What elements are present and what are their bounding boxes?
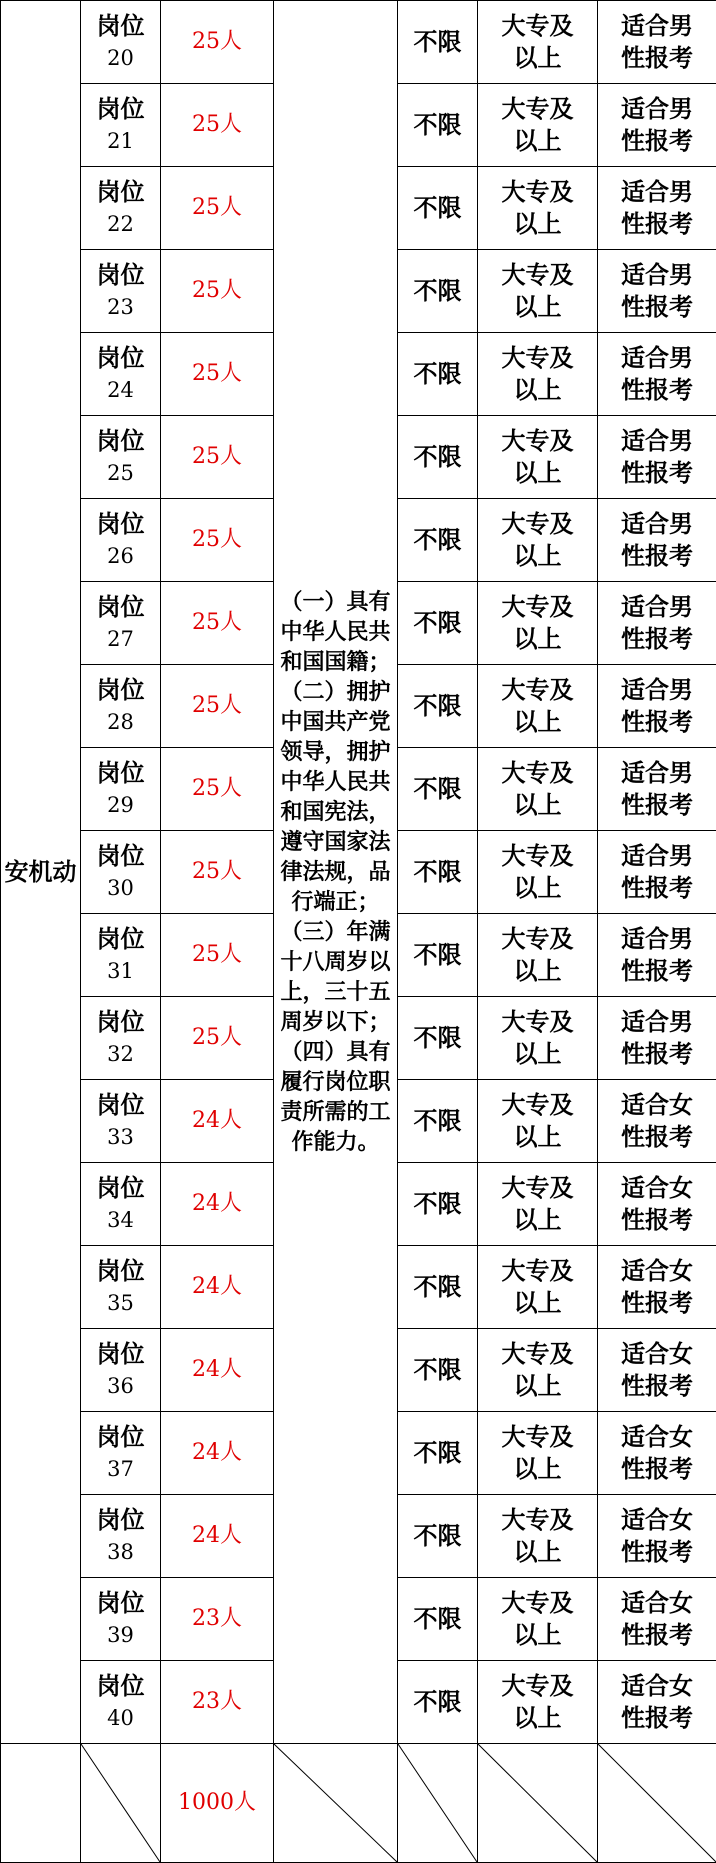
- education-line: 大专及: [478, 1421, 597, 1453]
- education-line: 大专及: [478, 674, 597, 706]
- note-line: 性报考: [598, 623, 716, 655]
- headcount-cell: 25人: [161, 914, 274, 997]
- diagonal-slash-icon: [81, 1744, 160, 1862]
- position-cell: [81, 582, 161, 665]
- education-line: 大专及: [478, 1089, 597, 1121]
- position-number: 20: [81, 42, 160, 74]
- education-cell: [478, 914, 598, 997]
- education-line: 以上: [478, 1370, 597, 1402]
- education-line: 大专及: [478, 259, 597, 291]
- education-line: 大专及: [478, 757, 597, 789]
- position-cell: [81, 1329, 161, 1412]
- position-number: 34: [81, 1204, 160, 1236]
- note-line: 性报考: [598, 1536, 716, 1568]
- table-row: [1, 1, 716, 84]
- education-line: 大专及: [478, 1338, 597, 1370]
- position-label: 岗位: [81, 508, 160, 540]
- note-line: 适合男: [598, 674, 716, 706]
- diagonal-cell: [81, 1744, 161, 1863]
- position-cell: [81, 1163, 161, 1246]
- position-number: 37: [81, 1453, 160, 1485]
- diagonal-slash-icon: [274, 1744, 397, 1862]
- education-line: 以上: [478, 42, 597, 74]
- education-line: 以上: [478, 955, 597, 987]
- position-label: 岗位: [81, 923, 160, 955]
- total-row: [1, 1744, 716, 1863]
- headcount-cell: 25人: [161, 167, 274, 250]
- education-cell: [478, 1163, 598, 1246]
- position-cell: [81, 167, 161, 250]
- limit-cell: 不限: [398, 665, 478, 748]
- position-label: 岗位: [81, 1338, 160, 1370]
- education-line: 大专及: [478, 93, 597, 125]
- headcount-cell: 23人: [161, 1578, 274, 1661]
- headcount-cell: 25人: [161, 1, 274, 84]
- education-cell: [478, 1329, 598, 1412]
- note-cell: [598, 1578, 716, 1661]
- note-cell: [598, 831, 716, 914]
- note-cell: [598, 665, 716, 748]
- position-label: 岗位: [81, 1006, 160, 1038]
- education-line: 大专及: [478, 923, 597, 955]
- position-label: 岗位: [81, 840, 160, 872]
- position-number: 33: [81, 1121, 160, 1153]
- note-cell: [598, 167, 716, 250]
- note-line: 适合女: [598, 1255, 716, 1287]
- total-unit-cell: [1, 1744, 81, 1863]
- note-line: 性报考: [598, 42, 716, 74]
- position-label: 岗位: [81, 1089, 160, 1121]
- position-number: 24: [81, 374, 160, 406]
- note-line: 适合男: [598, 591, 716, 623]
- note-line: 性报考: [598, 706, 716, 738]
- education-line: 以上: [478, 125, 597, 157]
- position-label: 岗位: [81, 591, 160, 623]
- diagonal-slash-icon: [478, 1744, 597, 1862]
- note-line: 适合男: [598, 840, 716, 872]
- headcount-cell: 24人: [161, 1412, 274, 1495]
- note-cell: [598, 84, 716, 167]
- headcount-cell: 25人: [161, 997, 274, 1080]
- note-cell: [598, 914, 716, 997]
- limit-cell: 不限: [398, 333, 478, 416]
- position-label: 岗位: [81, 757, 160, 789]
- education-line: 以上: [478, 457, 597, 489]
- position-number: 39: [81, 1619, 160, 1651]
- diagonal-cell: [478, 1744, 598, 1863]
- education-line: 大专及: [478, 10, 597, 42]
- position-cell: [81, 1412, 161, 1495]
- position-cell: [81, 1578, 161, 1661]
- education-cell: [478, 250, 598, 333]
- education-cell: [478, 1578, 598, 1661]
- position-number: 22: [81, 208, 160, 240]
- position-cell: [81, 831, 161, 914]
- position-number: 21: [81, 125, 160, 157]
- education-cell: [478, 167, 598, 250]
- limit-cell: 不限: [398, 499, 478, 582]
- position-label: 岗位: [81, 1172, 160, 1204]
- note-line: 性报考: [598, 1370, 716, 1402]
- education-cell: [478, 416, 598, 499]
- education-line: 大专及: [478, 425, 597, 457]
- note-line: 适合男: [598, 1006, 716, 1038]
- education-line: 以上: [478, 1619, 597, 1651]
- note-line: 性报考: [598, 1702, 716, 1734]
- note-line: 性报考: [598, 208, 716, 240]
- position-label: 岗位: [81, 425, 160, 457]
- education-cell: [478, 1, 598, 84]
- limit-cell: 不限: [398, 831, 478, 914]
- headcount-cell: 24人: [161, 1329, 274, 1412]
- note-line: 性报考: [598, 125, 716, 157]
- limit-cell: 不限: [398, 1661, 478, 1744]
- education-line: 以上: [478, 706, 597, 738]
- diagonal-slash-icon: [398, 1744, 477, 1862]
- education-cell: [478, 1495, 598, 1578]
- education-cell: [478, 1246, 598, 1329]
- headcount-cell: 24人: [161, 1246, 274, 1329]
- limit-cell: 不限: [398, 914, 478, 997]
- headcount-cell: 25人: [161, 416, 274, 499]
- limit-cell: 不限: [398, 1080, 478, 1163]
- position-number: 28: [81, 706, 160, 738]
- limit-cell: 不限: [398, 582, 478, 665]
- limit-cell: 不限: [398, 1329, 478, 1412]
- education-cell: [478, 665, 598, 748]
- position-cell: [81, 665, 161, 748]
- education-cell: [478, 499, 598, 582]
- note-line: 适合女: [598, 1338, 716, 1370]
- note-line: 性报考: [598, 1121, 716, 1153]
- education-line: 大专及: [478, 1587, 597, 1619]
- note-line: 性报考: [598, 1287, 716, 1319]
- education-line: 大专及: [478, 1255, 597, 1287]
- education-line: 大专及: [478, 1670, 597, 1702]
- total-count-cell: 1000人: [161, 1744, 274, 1863]
- position-number: 31: [81, 955, 160, 987]
- education-line: 以上: [478, 1702, 597, 1734]
- headcount-cell: 25人: [161, 499, 274, 582]
- note-line: 性报考: [598, 291, 716, 323]
- limit-cell: 不限: [398, 1163, 478, 1246]
- education-cell: [478, 997, 598, 1080]
- note-cell: [598, 1246, 716, 1329]
- position-label: 岗位: [81, 176, 160, 208]
- position-cell: [81, 997, 161, 1080]
- education-line: 以上: [478, 1287, 597, 1319]
- note-line: 适合男: [598, 259, 716, 291]
- education-line: 以上: [478, 1536, 597, 1568]
- note-line: 适合男: [598, 508, 716, 540]
- position-number: 27: [81, 623, 160, 655]
- education-cell: [478, 84, 598, 167]
- position-number: 36: [81, 1370, 160, 1402]
- diagonal-cell: [598, 1744, 716, 1863]
- education-cell: [478, 1080, 598, 1163]
- note-line: 性报考: [598, 457, 716, 489]
- education-line: 以上: [478, 1204, 597, 1236]
- position-cell: [81, 416, 161, 499]
- position-number: 40: [81, 1702, 160, 1734]
- note-cell: [598, 1163, 716, 1246]
- position-label: 岗位: [81, 259, 160, 291]
- note-line: 性报考: [598, 789, 716, 821]
- note-line: 性报考: [598, 1204, 716, 1236]
- note-cell: [598, 1495, 716, 1578]
- position-number: 29: [81, 789, 160, 821]
- note-cell: [598, 250, 716, 333]
- position-label: 岗位: [81, 93, 160, 125]
- education-line: 大专及: [478, 591, 597, 623]
- note-cell: [598, 1, 716, 84]
- position-label: 岗位: [81, 1670, 160, 1702]
- position-cell: [81, 84, 161, 167]
- education-line: 以上: [478, 374, 597, 406]
- education-line: 以上: [478, 1038, 597, 1070]
- note-line: 适合男: [598, 176, 716, 208]
- education-line: 以上: [478, 872, 597, 904]
- note-line: 适合女: [598, 1670, 716, 1702]
- limit-cell: 不限: [398, 1412, 478, 1495]
- headcount-cell: 24人: [161, 1080, 274, 1163]
- note-line: 适合女: [598, 1587, 716, 1619]
- position-label: 岗位: [81, 342, 160, 374]
- position-cell: [81, 1080, 161, 1163]
- limit-cell: 不限: [398, 250, 478, 333]
- headcount-cell: 25人: [161, 333, 274, 416]
- position-number: 23: [81, 291, 160, 323]
- education-line: 大专及: [478, 1504, 597, 1536]
- diagonal-cell: [398, 1744, 478, 1863]
- note-cell: [598, 499, 716, 582]
- note-line: 适合男: [598, 923, 716, 955]
- note-cell: [598, 416, 716, 499]
- position-label: 岗位: [81, 1504, 160, 1536]
- position-number: 38: [81, 1536, 160, 1568]
- education-line: 以上: [478, 208, 597, 240]
- position-cell: [81, 1661, 161, 1744]
- note-line: 适合男: [598, 757, 716, 789]
- position-number: 35: [81, 1287, 160, 1319]
- education-line: 以上: [478, 1121, 597, 1153]
- education-cell: [478, 582, 598, 665]
- position-cell: [81, 914, 161, 997]
- note-line: 适合男: [598, 10, 716, 42]
- note-line: 性报考: [598, 540, 716, 572]
- headcount-cell: 24人: [161, 1495, 274, 1578]
- education-cell: [478, 333, 598, 416]
- note-cell: [598, 333, 716, 416]
- note-line: 适合男: [598, 425, 716, 457]
- note-line: 性报考: [598, 374, 716, 406]
- position-label: 岗位: [81, 10, 160, 42]
- note-cell: [598, 1080, 716, 1163]
- limit-cell: 不限: [398, 1246, 478, 1329]
- headcount-cell: 25人: [161, 748, 274, 831]
- diagonal-cell: [274, 1744, 398, 1863]
- education-line: 以上: [478, 623, 597, 655]
- education-cell: [478, 831, 598, 914]
- note-cell: [598, 582, 716, 665]
- headcount-cell: 25人: [161, 250, 274, 333]
- position-number: 30: [81, 872, 160, 904]
- diagonal-slash-icon: [598, 1744, 716, 1862]
- note-line: 适合女: [598, 1421, 716, 1453]
- headcount-cell: 23人: [161, 1661, 274, 1744]
- limit-cell: 不限: [398, 416, 478, 499]
- education-cell: [478, 1412, 598, 1495]
- note-cell: [598, 1661, 716, 1744]
- limit-cell: 不限: [398, 997, 478, 1080]
- position-cell: [81, 499, 161, 582]
- limit-cell: 不限: [398, 748, 478, 831]
- headcount-cell: 24人: [161, 1163, 274, 1246]
- position-cell: [81, 1246, 161, 1329]
- position-cell: [81, 333, 161, 416]
- note-line: 适合女: [598, 1172, 716, 1204]
- note-cell: [598, 748, 716, 831]
- education-line: 以上: [478, 540, 597, 572]
- education-line: 大专及: [478, 840, 597, 872]
- headcount-cell: 25人: [161, 831, 274, 914]
- note-line: 性报考: [598, 1038, 716, 1070]
- note-line: 性报考: [598, 1619, 716, 1651]
- position-cell: [81, 748, 161, 831]
- headcount-cell: 25人: [161, 582, 274, 665]
- education-line: 大专及: [478, 508, 597, 540]
- position-label: 岗位: [81, 1421, 160, 1453]
- note-line: 适合男: [598, 93, 716, 125]
- education-line: 以上: [478, 291, 597, 323]
- position-cell: [81, 1495, 161, 1578]
- note-line: 适合女: [598, 1504, 716, 1536]
- note-line: 适合女: [598, 1089, 716, 1121]
- note-cell: [598, 1412, 716, 1495]
- position-number: 25: [81, 457, 160, 489]
- headcount-cell: 25人: [161, 84, 274, 167]
- position-label: 岗位: [81, 1255, 160, 1287]
- position-label: 岗位: [81, 1587, 160, 1619]
- position-number: 26: [81, 540, 160, 572]
- limit-cell: 不限: [398, 167, 478, 250]
- education-cell: [478, 748, 598, 831]
- unit-cell: 安机动: [1, 1, 81, 1744]
- note-cell: [598, 1329, 716, 1412]
- position-label: 岗位: [81, 674, 160, 706]
- position-cell: [81, 1, 161, 84]
- position-number: 32: [81, 1038, 160, 1070]
- limit-cell: 不限: [398, 84, 478, 167]
- position-cell: [81, 250, 161, 333]
- note-line: 性报考: [598, 1453, 716, 1485]
- limit-cell: 不限: [398, 1495, 478, 1578]
- note-line: 性报考: [598, 872, 716, 904]
- education-line: 大专及: [478, 342, 597, 374]
- note-cell: [598, 997, 716, 1080]
- requirements-cell: （一）具有中华人民共和国国籍；（二）拥护中国共产党领导，拥护中华人民共和国宪法，遵守国家法律法规，品行端正；（三）年满十八周岁以上，三十五周岁以下；（四）具有履行岗位职责所需的工作能力。: [274, 1, 398, 1744]
- education-line: 大专及: [478, 176, 597, 208]
- limit-cell: 不限: [398, 1578, 478, 1661]
- table-body: [1, 1, 716, 1863]
- education-line: 大专及: [478, 1006, 597, 1038]
- note-line: 适合男: [598, 342, 716, 374]
- education-line: 大专及: [478, 1172, 597, 1204]
- note-line: 性报考: [598, 955, 716, 987]
- education-line: 以上: [478, 789, 597, 821]
- education-cell: [478, 1661, 598, 1744]
- headcount-cell: 25人: [161, 665, 274, 748]
- limit-cell: 不限: [398, 1, 478, 84]
- education-line: 以上: [478, 1453, 597, 1485]
